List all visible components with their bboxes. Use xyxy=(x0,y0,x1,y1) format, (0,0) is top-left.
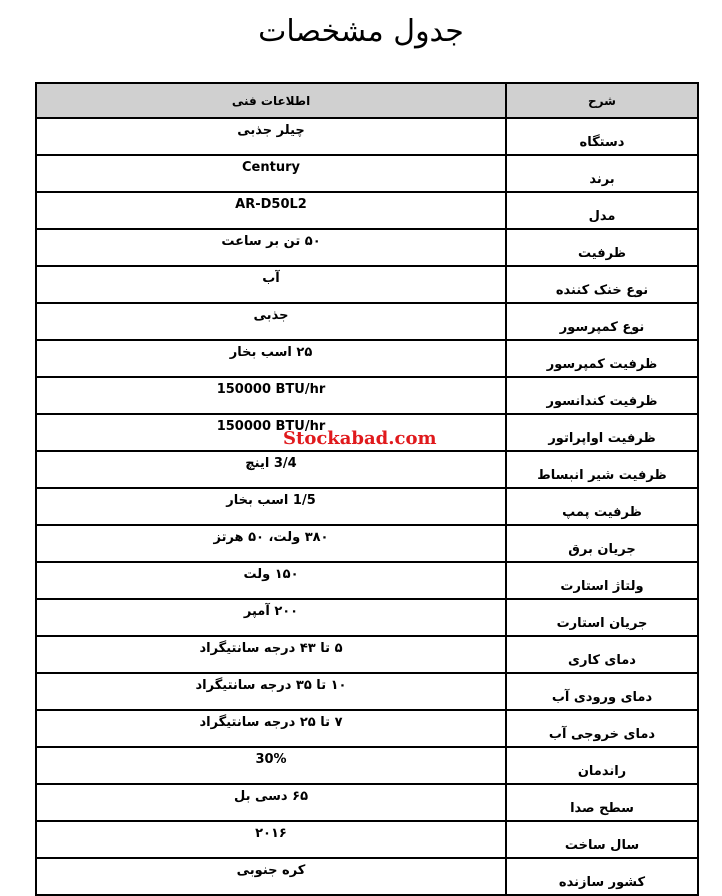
table-row xyxy=(36,488,698,525)
row-label: سال ساخت xyxy=(506,821,698,858)
table-row xyxy=(36,303,698,340)
table-row xyxy=(36,673,698,710)
row-value: ۶۵ دسی بل xyxy=(36,784,506,821)
row-label: ظرفیت شیر انبساط xyxy=(506,451,698,488)
spec-table xyxy=(35,82,699,896)
table-row xyxy=(36,562,698,599)
row-label: دمای ورودی آب xyxy=(506,673,698,710)
row-value: ۵۰ تن بر ساعت xyxy=(36,229,506,266)
row-value: ۲۰۰ آمپر xyxy=(36,599,506,636)
row-value: ۷ تا ۲۵ درجه سانتیگراد xyxy=(36,710,506,747)
row-label: برند xyxy=(506,155,698,192)
table-row xyxy=(36,747,698,784)
table-row xyxy=(36,821,698,858)
row-label: ظرفیت xyxy=(506,229,698,266)
row-value: ۱۰ تا ۳۵ درجه سانتیگراد xyxy=(36,673,506,710)
row-label: راندمان xyxy=(506,747,698,784)
row-label: نوع کمپرسور xyxy=(506,303,698,340)
row-value: آب xyxy=(36,266,506,303)
row-label: جریان برق xyxy=(506,525,698,562)
row-label: مدل xyxy=(506,192,698,229)
row-label: ظرفیت پمپ xyxy=(506,488,698,525)
row-value: 150000 BTU/hr xyxy=(36,377,506,414)
row-value: جذبی xyxy=(36,303,506,340)
row-value: چیلر جذبی xyxy=(36,118,506,155)
row-label: ظرفیت کمپرسور xyxy=(506,340,698,377)
row-label: ظرفیت اواپراتور xyxy=(506,414,698,451)
table-row xyxy=(36,266,698,303)
table-row xyxy=(36,858,698,895)
row-value: 30% xyxy=(36,747,506,784)
row-label: ولتاژ استارت xyxy=(506,562,698,599)
row-value: کره جنوبی xyxy=(36,858,506,895)
table-row xyxy=(36,636,698,673)
row-value: 3/4 اینچ xyxy=(36,451,506,488)
header-technical-info: اطلاعات فنی xyxy=(36,83,506,118)
row-label: کشور سازنده xyxy=(506,858,698,895)
row-value: ۲۵ اسب بخار xyxy=(36,340,506,377)
table-row xyxy=(36,118,698,155)
row-label: ظرفیت کندانسور xyxy=(506,377,698,414)
table-row xyxy=(36,599,698,636)
row-value: ۵ تا ۴۳ درجه سانتیگراد xyxy=(36,636,506,673)
row-label: جریان استارت xyxy=(506,599,698,636)
table-row xyxy=(36,229,698,266)
table-body xyxy=(36,118,698,895)
table-row xyxy=(36,710,698,747)
table-row xyxy=(36,525,698,562)
row-label: دستگاه xyxy=(506,118,698,155)
row-label: دمای کاری xyxy=(506,636,698,673)
row-label: سطح صدا xyxy=(506,784,698,821)
row-value: ۱۵۰ ولت xyxy=(36,562,506,599)
row-value: Century xyxy=(36,155,506,192)
table-row xyxy=(36,155,698,192)
row-label: نوع خنک کننده xyxy=(506,266,698,303)
watermark: Stockabad.com xyxy=(283,428,437,449)
table-row xyxy=(36,784,698,821)
table-row xyxy=(36,377,698,414)
table-header-row xyxy=(36,83,698,118)
row-value: 1/5 اسب بخار xyxy=(36,488,506,525)
table-row xyxy=(36,340,698,377)
row-value: AR-D50L2 xyxy=(36,192,506,229)
header-description: شرح xyxy=(506,83,698,118)
row-value: ۳۸۰ ولت، ۵۰ هرتز xyxy=(36,525,506,562)
table-row xyxy=(36,451,698,488)
row-value: 150000 BTU/hr xyxy=(36,414,506,451)
row-value: ۲۰۱۶ xyxy=(36,821,506,858)
page-title: جدول مشخصات xyxy=(258,14,464,49)
table-row xyxy=(36,192,698,229)
row-label: دمای خروجی آب xyxy=(506,710,698,747)
